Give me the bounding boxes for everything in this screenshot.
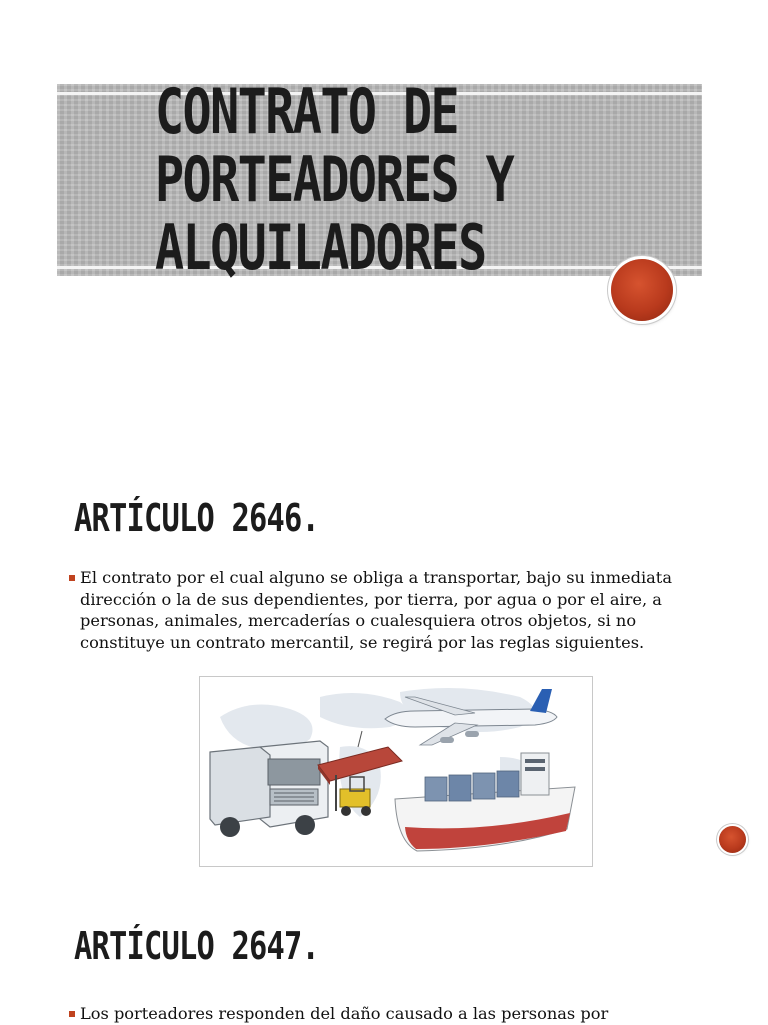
slide-title-line-1: CONTRATO DE [155,75,459,148]
slide-title-line-2: PORTEADORES Y [155,143,514,216]
transport-illustration-svg [200,677,592,866]
truck-icon [210,741,328,837]
article-2646-bullet [80,567,690,653]
decorative-orb-icon [611,259,673,321]
transport-illustration [199,676,593,867]
article-2647-bullet [80,1003,690,1025]
article-2647-text: Los porteadores responden del daño causado a las personas por [80,1004,609,1023]
slide-title [155,75,514,284]
bullet-square-icon [69,1011,75,1017]
cargo-ship-icon [395,753,575,851]
article-2646-heading: ARTÍCULO 2646. [74,496,320,540]
slide-title-line-3: ALQUILADORES [155,211,486,284]
decorative-orb-small-icon [719,826,746,853]
bullet-square-icon [69,575,75,581]
article-2646-text: El contrato por el cual alguno se obliga a transportar, bajo su inmediata dirección o la de sus dependientes, por tierra, por agua o por el aire, a personas, animales, mercaderías o cualesquiera otros objetos, si no constituye un contrato mercantil, se regirá por las reglas siguientes. [80,568,672,652]
article-2647-heading: ARTÍCULO 2647. [74,924,320,968]
